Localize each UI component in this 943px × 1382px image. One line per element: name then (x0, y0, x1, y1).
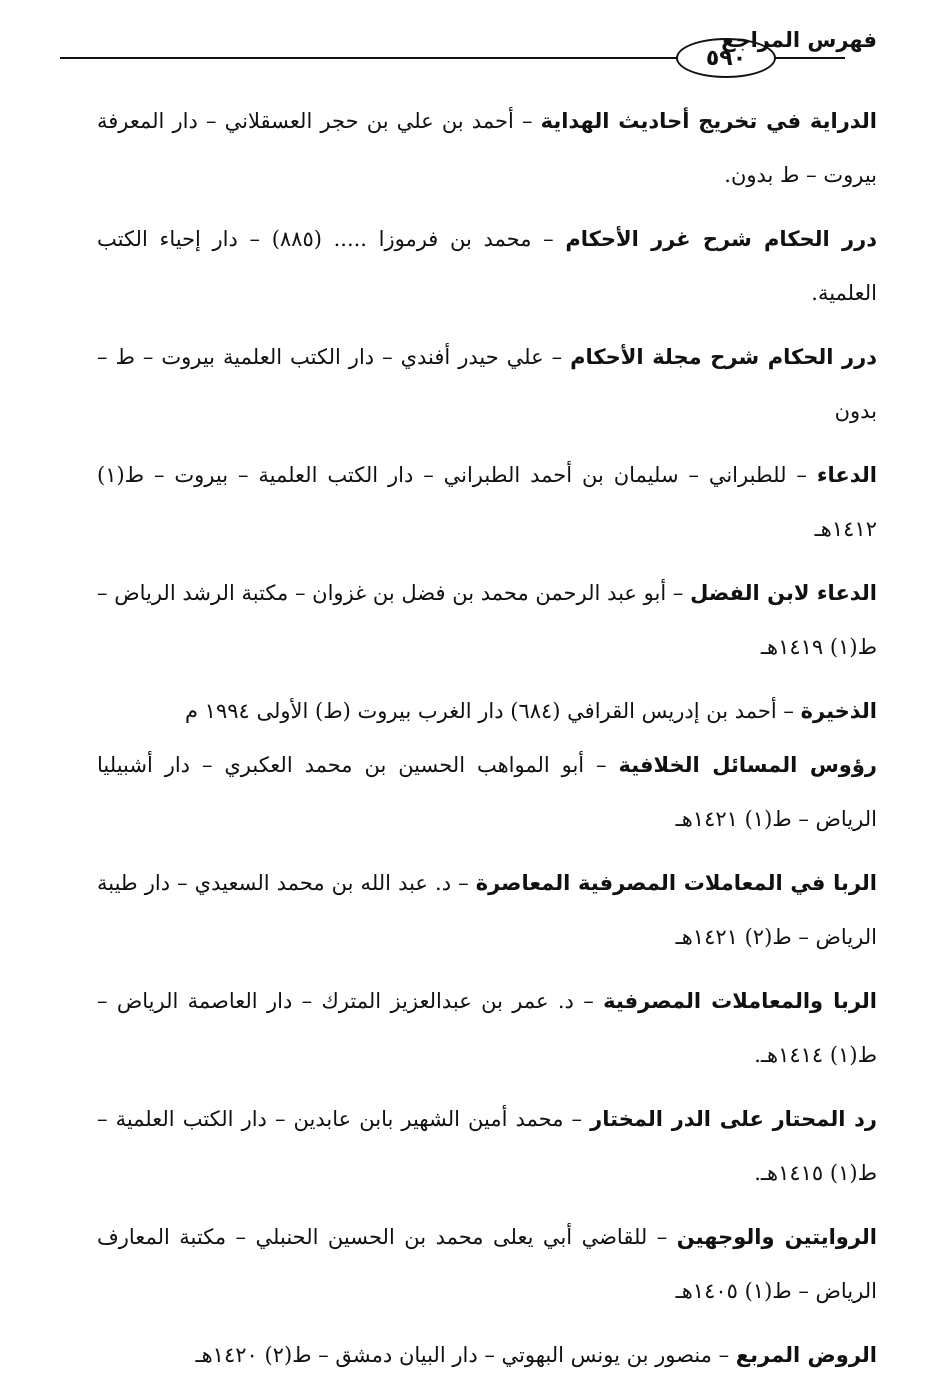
reference-entry (97, 1092, 877, 1200)
entry-title: الدراية في تخريج أحاديث الهداية (540, 109, 877, 133)
reference-entry (97, 448, 877, 556)
entry-title: درر الحكام شرح غرر الأحكام (565, 227, 878, 251)
entry-title: الدعاء (816, 463, 877, 487)
entry-details: – منصور بن يونس البهوتي – دار البيان دمشق – ط(٢) ١٤٢٠هـ (195, 1343, 736, 1367)
entry-details: – د. عبد الله بن محمد السعيدي – دار طيبة الرياض – ط(٢) ١٤٢١هـ (97, 871, 877, 949)
entry-title: رؤوس المسائل الخلافية (618, 753, 877, 777)
entry-details: – محمد بن فرموزا ..... (٨٨٥) – دار إحياء الكتب العلمية. (97, 227, 877, 305)
entry-title: الروايتين والوجهين (676, 1225, 877, 1249)
entry-title: الدعاء لابن الفضل (690, 581, 878, 605)
reference-entry (97, 566, 877, 674)
entry-title: الذخيرة (800, 699, 877, 723)
references-list (97, 94, 877, 1382)
entry-title: رد المحتار على الدر المختار (590, 1107, 878, 1131)
entry-title: الروض المربع (735, 1343, 877, 1367)
entry-details: – أبو عبد الرحمن محمد بن فضل بن غزوان – مكتبة الرشد الرياض – ط(١) ١٤١٩هـ (97, 581, 877, 659)
entry-details: – أحمد بن إدريس القرافي (٦٨٤) دار الغرب بيروت (ط) الأولى ١٩٩٤ م (184, 699, 801, 723)
entry-title: الربا في المعاملات المصرفية المعاصرة (475, 871, 877, 895)
reference-entry (97, 330, 877, 438)
entry-details: – للقاضي أبي يعلى محمد بن الحسين الحنبلي – مكتبة المعارف الرياض – ط(١) ١٤٠٥هـ (97, 1225, 877, 1303)
reference-entry (97, 212, 877, 320)
reference-entry (97, 684, 877, 738)
entry-details: – أحمد بن علي بن حجر العسقلاني – دار المعرفة بيروت – ط بدون. (97, 109, 877, 187)
reference-entry (97, 1328, 877, 1382)
entry-details: – للطبراني – سليمان بن أحمد الطبراني – دار الكتب العلمية – بيروت – ط(١) ١٤١٢هـ (97, 463, 877, 541)
reference-entry (97, 94, 877, 202)
reference-entry (97, 974, 877, 1082)
entry-title: الربا والمعاملات المصرفية (603, 989, 877, 1013)
entry-title: درر الحكام شرح مجلة الأحكام (570, 345, 877, 369)
running-header-title: فهرس المراجع (721, 28, 877, 52)
entry-details: – د. عمر بن عبدالعزيز المترك – دار العاصمة الرياض – ط(١) ١٤١٤هـ. (97, 989, 877, 1067)
reference-entry (97, 1210, 877, 1318)
reference-entry (97, 856, 877, 964)
entry-details: – أبو المواهب الحسين بن محمد العكبري – دار أشبيليا الرياض – ط(١) ١٤٢١هـ (97, 753, 877, 831)
reference-entry (97, 738, 877, 846)
page-number: ٥٩٠ (705, 45, 747, 71)
entry-details: – محمد أمين الشهير بابن عابدين – دار الكتب العلمية – ط(١) ١٤١٥هـ. (97, 1107, 877, 1185)
entry-details: – علي حيدر أفندي – دار الكتب العلمية بيروت – ط – بدون (97, 345, 877, 423)
